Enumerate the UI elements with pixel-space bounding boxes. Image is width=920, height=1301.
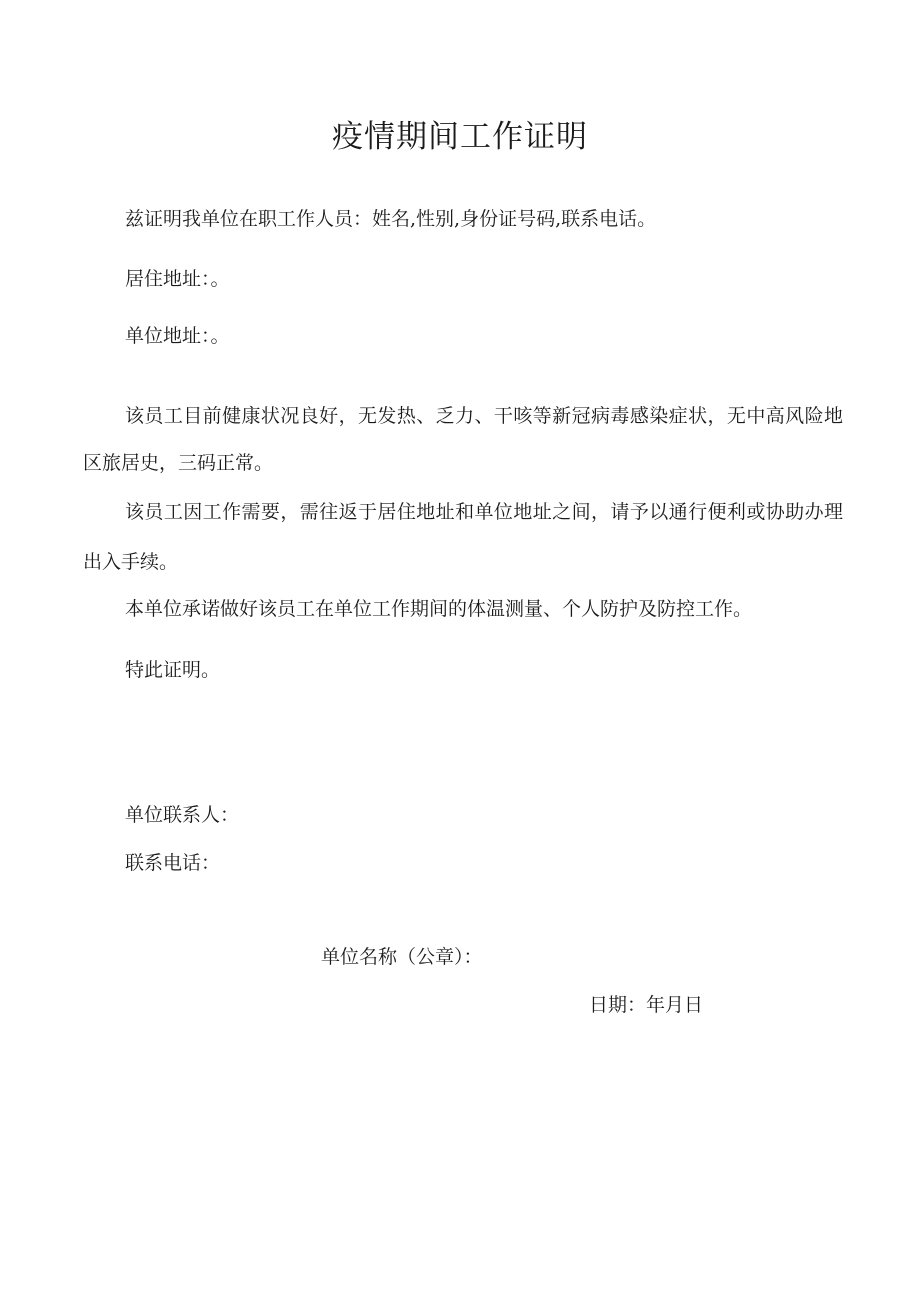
closing-line: 特此证明。	[125, 659, 221, 681]
contact-person-line: 单位联系人：	[125, 804, 240, 826]
travel-request-paragraph: 该员工因工作需要，需往返于居住地址和单位地址之间，请予以通行便利或协助办理出入手续。	[83, 501, 843, 573]
document-title: 疫情期间工作证明	[332, 119, 588, 155]
commitment-line: 本单位承诺做好该员工在单位工作期间的体温测量、个人防护及防控工作。	[125, 598, 753, 620]
work-address-line: 单位地址：。	[125, 325, 230, 347]
unit-name-seal-line: 单位名称（公章）：	[321, 946, 483, 968]
date-line: 日期：年月日	[589, 994, 704, 1016]
contact-phone-line: 联系电话：	[125, 852, 221, 874]
intro-line: 兹证明我单位在职工作人员：姓名,性别,身份证号码,联系电话。	[125, 208, 657, 230]
residence-address-line: 居住地址：。	[125, 268, 230, 290]
health-statement-paragraph: 该员工目前健康状况良好，无发热、乏力、干咳等新冠病毒感染症状，无中高风险地区旅居史，三码正常。	[83, 405, 843, 474]
